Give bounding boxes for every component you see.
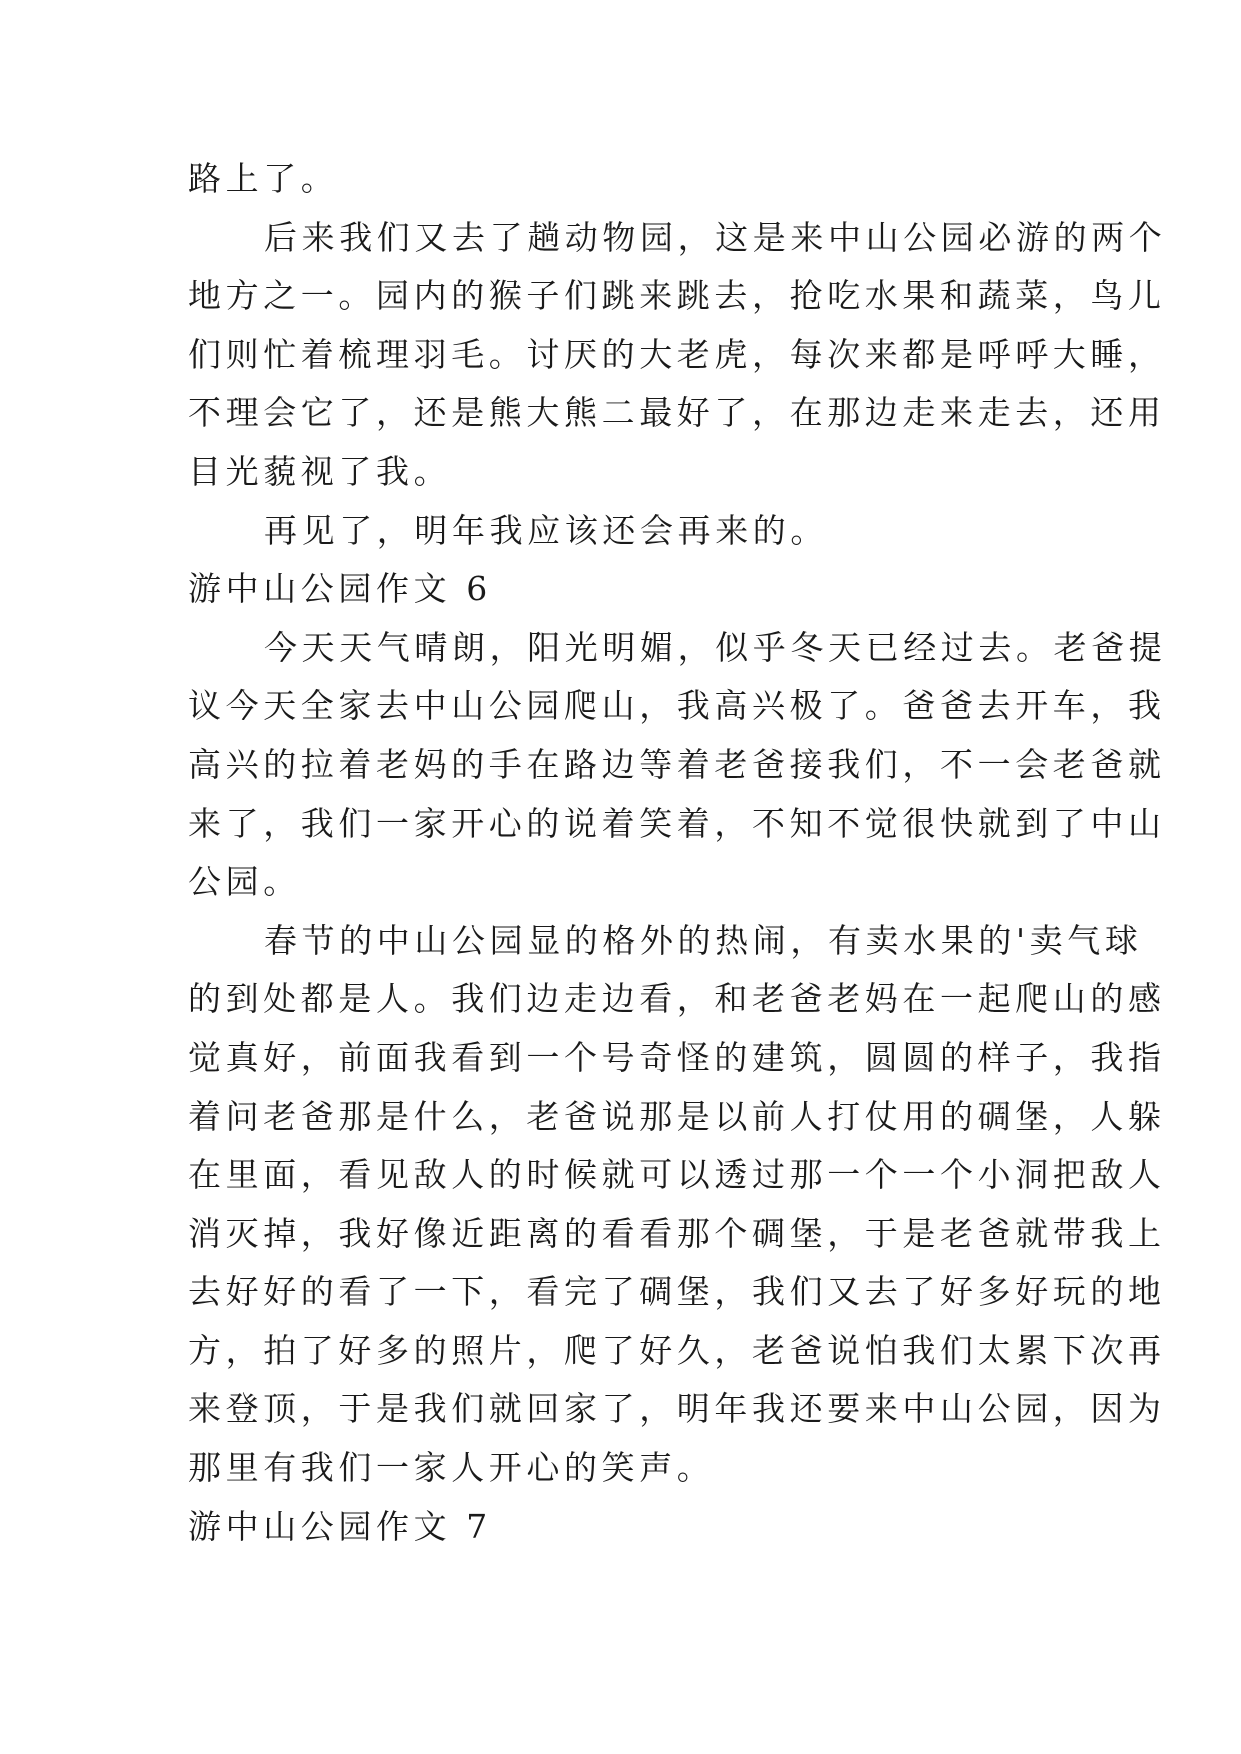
text-line: 地方之一。园内的猴子们跳来跳去，抢吃水果和蔬菜，鸟儿	[188, 276, 1166, 316]
text-line: 去好好的看了一下，看完了碉堡，我们又去了好多好玩的地	[188, 1272, 1166, 1312]
text-line: 高兴的拉着老妈的手在路边等着老爸接我们，不一会老爸就	[188, 744, 1166, 784]
text-line: 目光藐视了我。	[188, 451, 452, 491]
text-line: 不理会它了，还是熊大熊二最好了，在那边走来走去，还用	[188, 393, 1166, 433]
text-line: 来登顶，于是我们就回家了，明年我还要来中山公园，因为	[188, 1389, 1166, 1429]
text-line: 后来我们又去了趟动物园，这是来中山公园必游的两个	[264, 217, 1167, 257]
text-line: 议今天全家去中山公园爬山，我高兴极了。爸爸去开车，我	[188, 686, 1166, 726]
text-line: 再见了，明年我应该还会再来的。	[264, 510, 828, 550]
text-line: 春节的中山公园显的格外的热闹，有卖水果的'卖气球	[264, 920, 1143, 960]
section-heading: 游中山公园作文 6	[188, 569, 492, 609]
text-line: 方，拍了好多的照片，爬了好久，老爸说怕我们太累下次再	[188, 1330, 1166, 1370]
body-text	[188, 150, 1167, 1556]
text-line: 们则忙着梳理羽毛。讨厌的大老虎，每次来都是呼呼大睡，	[188, 334, 1166, 374]
text-line: 路上了。	[188, 159, 339, 198]
text-line: 觉真好，前面我看到一个号奇怪的建筑，圆圆的样子，我指	[188, 1037, 1166, 1077]
text-line: 消灭掉，我好像近距离的看看那个碉堡，于是老爸就带我上	[188, 1213, 1166, 1253]
text-line: 着问老爸那是什么，老爸说那是以前人打仗用的碉堡，人躲	[188, 1096, 1166, 1136]
text-line: 公园。	[188, 862, 301, 902]
section-heading: 游中山公园作文 7	[188, 1506, 492, 1546]
text-line: 那里有我们一家人开心的笑声。	[188, 1448, 715, 1488]
text-line: 的到处都是人。我们边走边看，和老爸老妈在一起爬山的感	[188, 979, 1166, 1019]
text-line: 在里面，看见敌人的时候就可以透过那一个一个小洞把敌人	[188, 1155, 1166, 1195]
text-line: 来了，我们一家开心的说着笑着，不知不觉很快就到了中山	[188, 803, 1166, 843]
text-line: 今天天气晴朗，阳光明媚，似乎冬天已经过去。老爸提	[264, 627, 1167, 667]
